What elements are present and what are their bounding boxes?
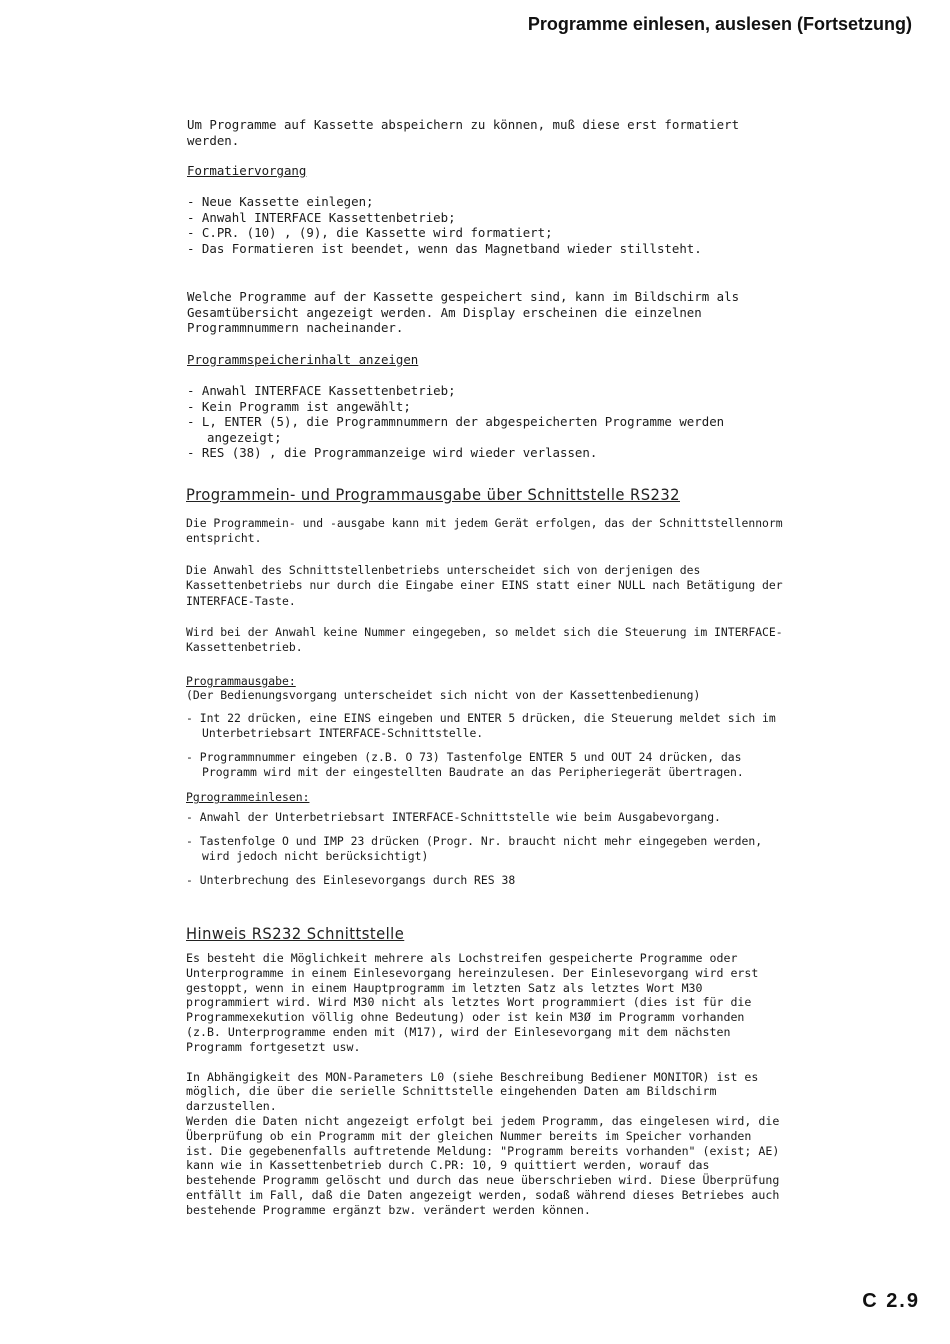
note-para-2: In Abhängigkeit des MON-Parameters L0 (siehe Beschreibung Bediener MONITOR) ist es möglich, die über die serielle Schnittstelle eingehenden Daten am Bildschirm darzustellen. (186, 1069, 766, 1114)
list-item: - Das Formatieren ist beendet, wenn das Magnetband wieder stillsteht. (187, 241, 797, 257)
output-heading: Programmausgabe: (186, 673, 296, 688)
output-steps (186, 711, 786, 780)
page-header-title: Programme einlesen, auslesen (Fortsetzung) (527, 14, 912, 34)
list-item: - Anwahl INTERFACE Kassettenbetrieb; (187, 383, 797, 399)
list-item: - Neue Kassette einlegen; (187, 194, 797, 210)
list-item: - Unterbrechung des Einlesevorgangs durch RES 38 (186, 873, 786, 888)
memory-steps (187, 383, 797, 461)
intro-block (187, 117, 797, 148)
list-item: - Tastenfolge O und IMP 23 drücken (Progr. Nr. braucht nicht mehr eingegeben werden, wird jedoch nicht berücksichtigt) (186, 834, 786, 864)
input-steps (186, 810, 786, 888)
overview-block (187, 289, 797, 336)
overview-text: Welche Programme auf der Kassette gespeichert sind, kann im Bildschirm als Gesamtübersicht angezeigt werden. Am Display erscheinen die einzelnen Programmnummern nacheinander. (187, 289, 747, 336)
list-item: - C.PR. (10) , (9), die Kassette wird formatiert; (187, 225, 797, 241)
note-para-3: Werden die Daten nicht angezeigt erfolgt bei jedem Programm, das eingelesen wird, die Überprüfung ob ein Programm mit der gleichen Nummer bereits im Speicher vorhanden ist. Die gegebenenfalls auftretende Meldung: "Programm bereits vorhanden" (exist; AE) kann wie in Kassettenbetrieb durch C.PR: 10, 9 quittiert werden, worauf das bestehende Programm gelöscht und durch das neue überschrieben wird. Diese Überprüfung entfällt im Fall, daß die Daten angezeigt werden, sodaß während dieses Betriebes auch bestehende Programme ergänzt bzw. verändert werden können. (186, 1113, 787, 1217)
input-heading: Pgrogrammeinlesen: (186, 790, 310, 805)
output-note: (Der Bedienungsvorgang unterscheidet sich nicht von der Kassettenbedienung) (186, 687, 701, 702)
note-heading: Hinweis RS232 Schnittstelle (186, 924, 405, 943)
list-item: - L, ENTER (5), die Programmnummern der abgespeicherten Programme werden angezeigt; (187, 414, 797, 445)
list-item: - Int 22 drücken, eine EINS eingeben und ENTER 5 drücken, die Steuerung meldet sich im Unterbetriebsart INTERFACE-Schnittstelle. (186, 711, 786, 741)
list-item: - Programmnummer eingeben (z.B. O 73) Tastenfolge ENTER 5 und OUT 24 drücken, das Programm wird mit der eingestellten Baudrate an das Peripheriegerät übertragen. (186, 750, 786, 780)
list-item: - Anwahl der Unterbetriebsart INTERFACE-Schnittstelle wie beim Ausgabevorgang. (186, 810, 786, 825)
rs232-section (186, 485, 790, 897)
list-item: - Anwahl INTERFACE Kassettenbetrieb; (187, 210, 797, 226)
rs232-heading: Programmein- und Programmausgabe über Schnittstelle RS232 (186, 485, 680, 504)
rs232-para-1: Die Programmein- und -ausgabe kann mit jedem Gerät erfolgen, das der Schnittstellennorm entspricht. (186, 516, 790, 546)
page-number: C 2.9 (862, 1290, 920, 1312)
note-section (186, 924, 786, 1218)
rs232-para-2: Die Anwahl des Schnittstellenbetriebs unterscheidet sich von derjenigen des Kassettenbetriebs nur durch die Eingabe einer EINS statt einer NULL nach Betätigung der INTERFACE-Taste. (186, 562, 790, 608)
intro-text: Um Programme auf Kassette abspeichern zu können, muß diese erst formatiert werden. (187, 117, 747, 148)
format-heading: Formatiervorgang (187, 163, 307, 178)
list-item: - RES (38) , die Programmanzeige wird wieder verlassen. (187, 445, 797, 461)
note-para-1: Es besteht die Möglichkeit mehrere als Lochstreifen gespeicherte Programme oder Unterprogramme in einem Einlesevorgang hereinzulesen. Der Einlesevorgang wird erst gestoppt, wenn in einem Hauptprogramm im letzten Satz als letztes Wort M30 programmiert wird. Wird M30 nicht als letztes Wort programmiert (dies ist für die Programmexekution völlig ohne Bedeutung) oder ist kein M3Ø im Programm vorhanden (z.B. Unterprogramme enden mit (M17), wird der Einlesevorgang mit dem nächsten Programm fortgesetzt usw. (186, 951, 766, 1054)
rs232-para-3: Wird bei der Anwahl keine Nummer eingegeben, so meldet sich die Steuerung im INTERFACE-Kassettenbetrieb. (186, 625, 783, 655)
memory-section (187, 352, 797, 461)
memory-heading: Programmspeicherinhalt anzeigen (187, 352, 419, 367)
list-item: - Kein Programm ist angewählt; (187, 399, 797, 415)
format-steps (187, 194, 797, 256)
format-section (187, 163, 797, 256)
